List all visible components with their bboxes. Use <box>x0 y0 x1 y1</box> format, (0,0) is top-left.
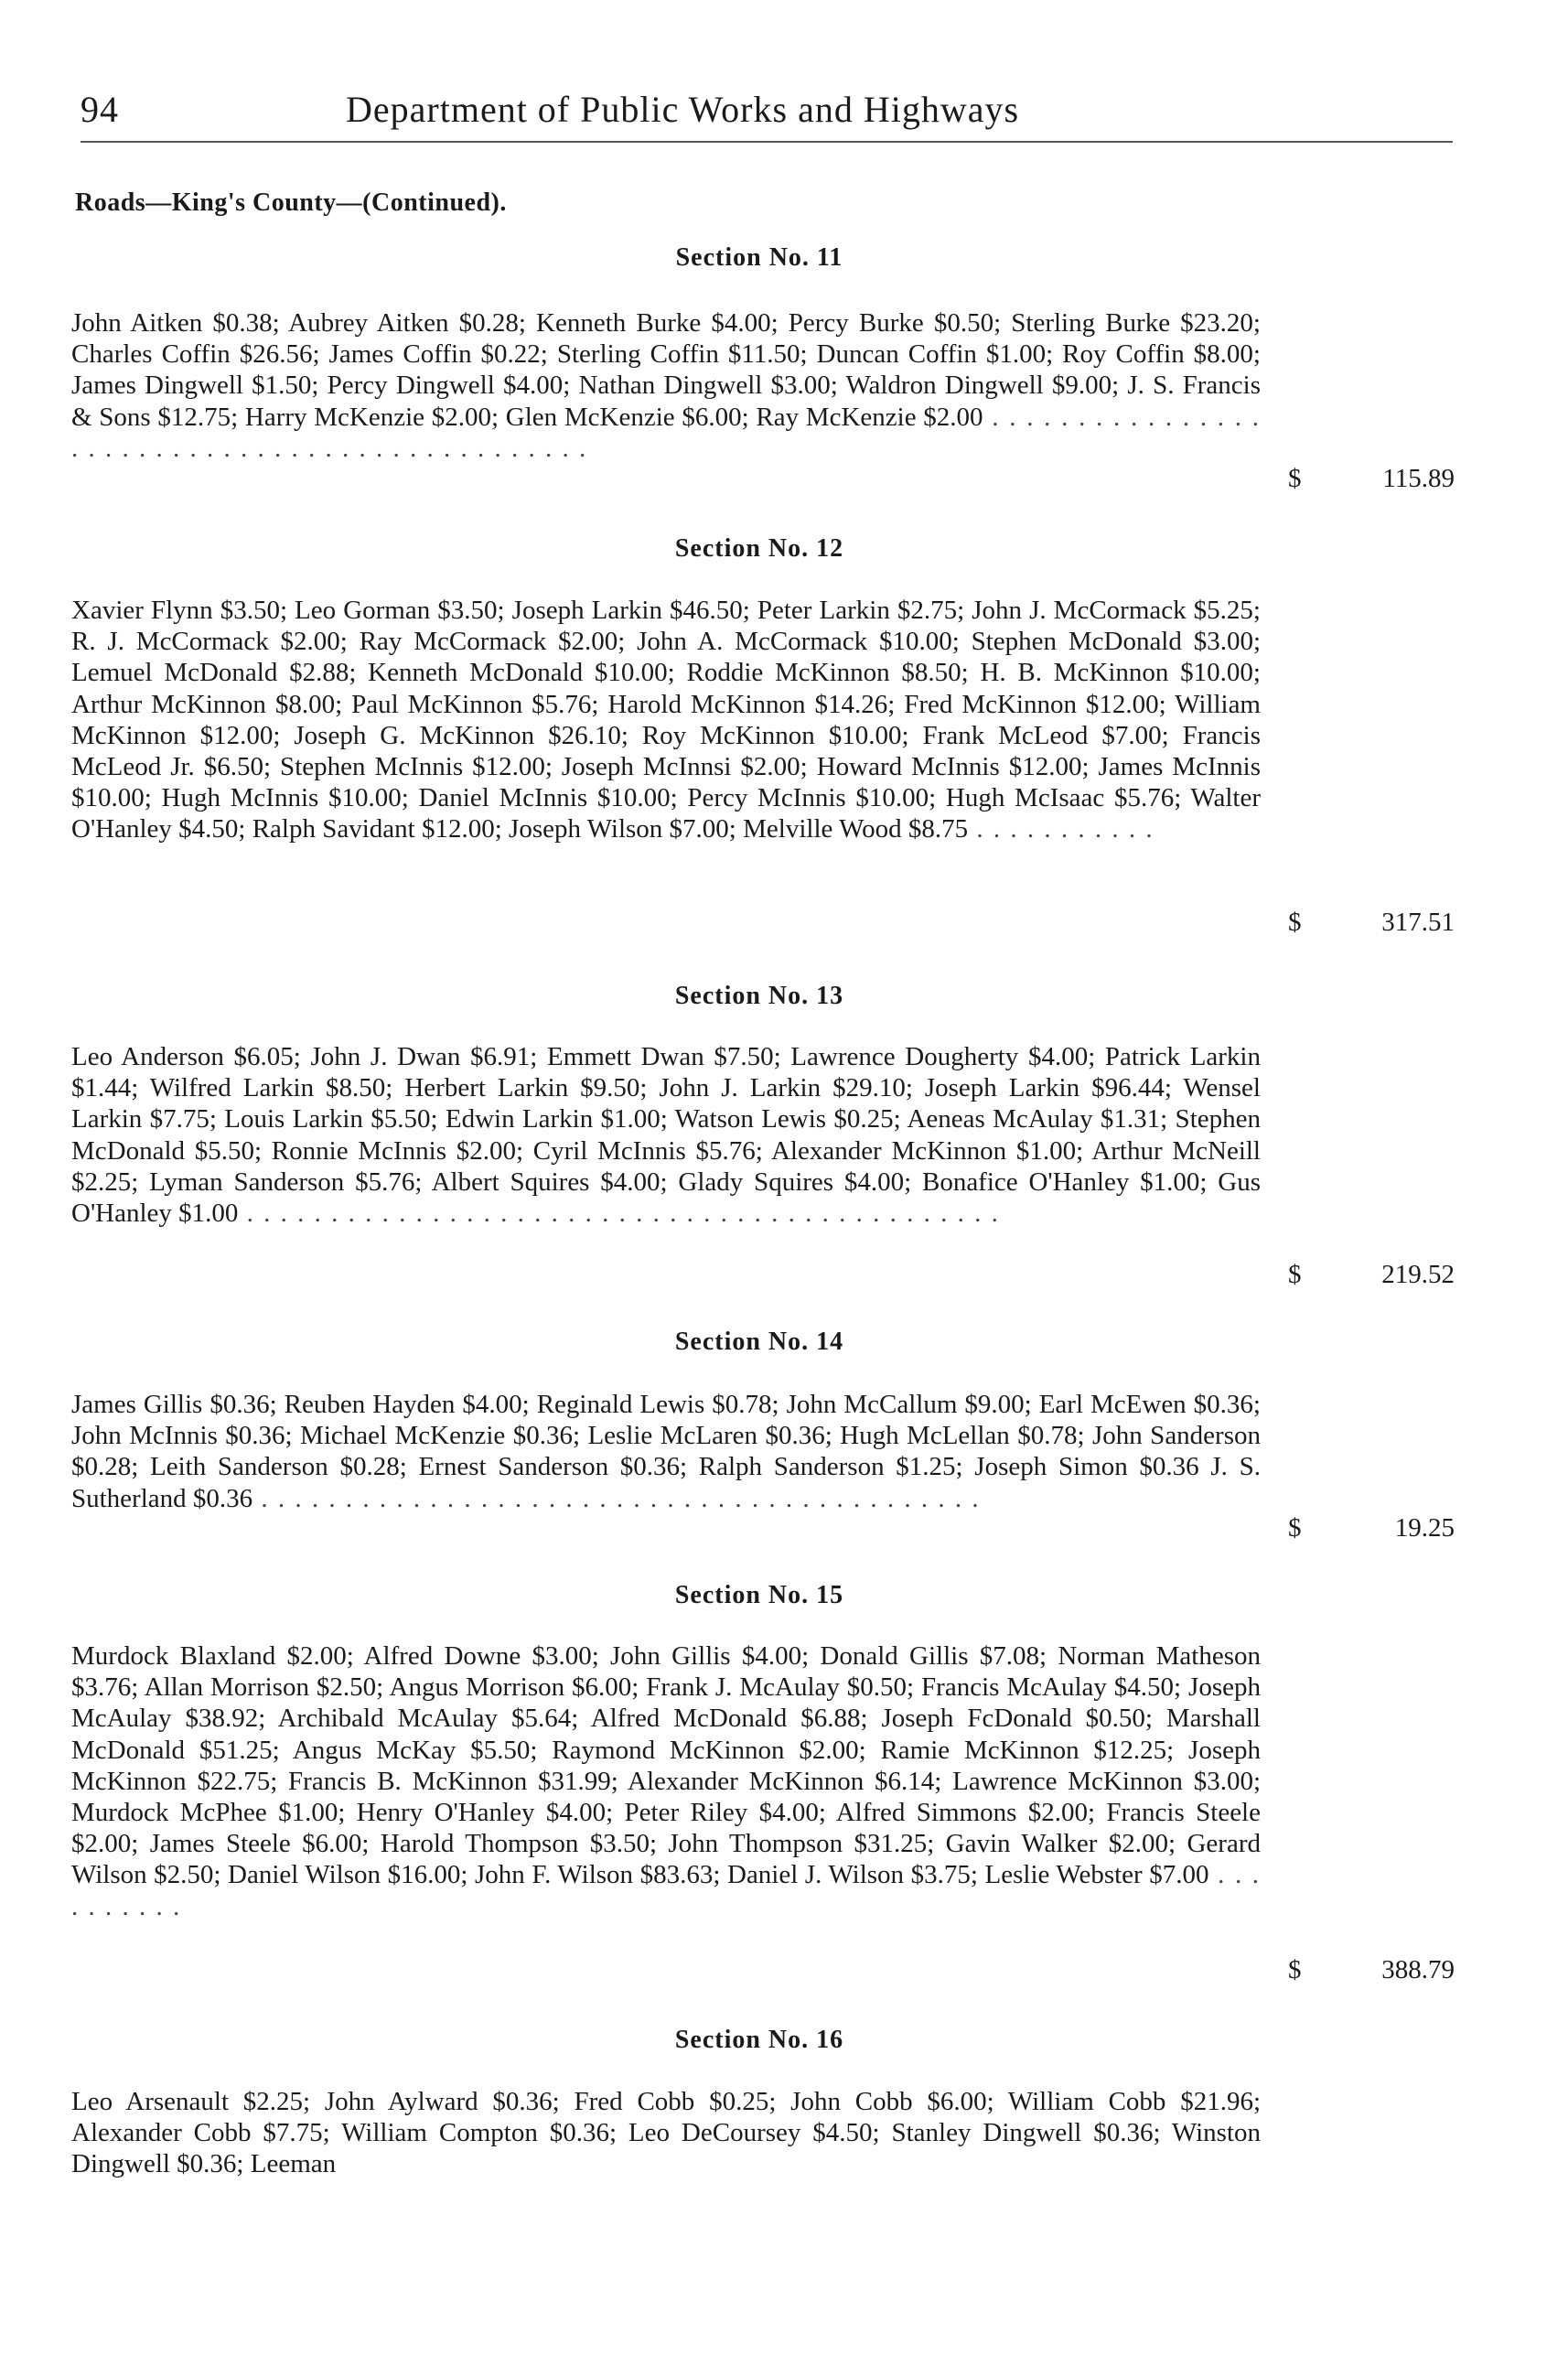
section-body <box>71 1640 1261 1922</box>
dot-leader: . . . . . . . . . . . . . . . . . . . . . . . . . . . . . . . . . . . . . . . . . . . . . . . <box>71 402 1261 463</box>
section-text: John Aitken $0.38; Aubrey Aitken $0.28; Kenneth Burke $4.00; Percy Burke $0.50; Sterling Burke $23.20; Charles Coffin $26.56; James Coffin $0.22; Sterling Coffin $11.50; Duncan Coffin $1.00; Roy Coffin $8.00; James Dingwell $1.50; Percy Dingwell $4.00; Nathan Dingwell $3.00; Waldron Dingwell $9.00; J. S. Francis & Sons $12.75; Harry McKenzie $2.00; Glen McKenzie $6.00; Ray McKenzie $2.00 <box>71 308 1261 432</box>
page-header <box>81 88 1453 143</box>
section-body <box>71 1041 1261 1229</box>
section-text: James Gillis $0.36; Reuben Hayden $4.00; Reginald Lewis $0.78; John McCallum $9.00; Earl McEwen $0.36; John McInnis $0.36; Michael McKenzie $0.36; Leslie McLaren $0.36; Hugh McLellan $0.78; John Sanderson $0.28; Leith Sanderson $0.28; Ernest Sanderson $0.36; Ralph Sanderson $1.25; Joseph Simon $0.36 J. S. Sutherland $0.36 <box>71 1390 1261 1513</box>
section-text: Xavier Flynn $3.50; Leo Gorman $3.50; Joseph Larkin $46.50; Peter Larkin $2.75; John J. McCormack $5.25; R. J. McCormack $2.00; Ray McCormack $2.00; John A. McCormack $10.00; Stephen McDonald $3.00; Lemuel McDonald $2.88; Kenneth McDonald $10.00; Roddie McKinnon $8.50; H. B. McKinnon $10.00; Arthur McKinnon $8.00; Paul McKinnon $5.76; Harold McKinnon $14.26; Fred McKinnon $12.00; William McKinnon $12.00; Joseph G. McKinnon $26.10; Roy McKinnon $10.00; Frank McLeod $7.00; Francis McLeod Jr. $6.50; Stephen McInnis $12.00; Joseph McInnsi $2.00; Howard McInnis $12.00; James McInnis $10.00; Hugh McInnis $10.00; Daniel McInnis $10.00; Percy McInnis $10.00; Hugh McIsaac $5.76; Walter O'Hanley $4.50; Ralph Savidant $12.00; Joseph Wilson $7.00; Melville Wood $8.75 <box>71 596 1261 844</box>
dot-leader: . . . . . . . . . . . . . . . . . . . . . . . . . . . . . . . . . . . . . . . . . . . . . <box>238 1199 1000 1229</box>
dot-leader: . . . . . . . . . . <box>71 1860 1262 1921</box>
section-body <box>71 595 1261 845</box>
section-title: Section No. 11 <box>675 243 843 272</box>
section-title: Section No. 15 <box>674 1581 844 1609</box>
total-currency: $ <box>1288 464 1302 493</box>
total-currency: $ <box>1288 908 1302 937</box>
section-title: Section No. 13 <box>674 982 844 1010</box>
section-body <box>71 307 1261 464</box>
total-currency: $ <box>1288 1260 1302 1289</box>
section-total: 219.52 <box>1381 1260 1455 1289</box>
section-body <box>71 2086 1261 2180</box>
section-total: 115.89 <box>1382 464 1455 493</box>
section-body <box>71 1389 1261 1514</box>
section-title: Section No. 14 <box>674 1328 844 1356</box>
section-total: 317.51 <box>1381 908 1455 937</box>
dot-leader: . . . . . . . . . . . . . . . . . . . . . . . . . . . . . . . . . . . . . . . . . . . <box>252 1483 981 1513</box>
page-number: 94 <box>81 89 119 130</box>
roads-subheading: Roads—King's County—(Continued). <box>75 188 507 217</box>
section-text: Murdock Blaxland $2.00; Alfred Downe $3.00; John Gillis $4.00; Donald Gillis $7.08; Norman Matheson $3.76; Allan Morrison $2.50; Angus Morrison $6.00; Frank J. McAulay $0.50; Francis McAulay $4.50; Joseph McAulay $38.92; Archibald McAulay $5.64; Alfred McDonald $6.88; Joseph FcDonald $0.50; Marshall McDonald $51.25; Angus McKay $5.50; Raymond McKinnon $2.00; Ramie McKinnon $12.25; Joseph McKinnon $22.75; Francis B. McKinnon $31.99; Alexander McKinnon $6.14; Lawrence McKinnon $3.00; Murdock McPhee $1.00; Henry O'Hanley $4.00; Peter Riley $4.00; Alfred Simmons $2.00; Francis Steele $2.00; James Steele $6.00; Harold Thompson $3.50; John Thompson $31.25; Gavin Walker $2.00; Gerard Wilson $2.50; Daniel Wilson $16.00; John F. Wilson $83.63; Daniel J. Wilson $3.75; Leslie Webster $7.00 <box>71 1641 1261 1890</box>
dot-leader: . . . . . . . . . . . <box>968 814 1155 844</box>
section-title: Section No. 16 <box>674 2026 844 2054</box>
total-currency: $ <box>1288 1513 1302 1543</box>
total-currency: $ <box>1288 1955 1302 1984</box>
running-title: Department of Public Works and Highways <box>346 89 1020 130</box>
section-text: Leo Anderson $6.05; John J. Dwan $6.91; Emmett Dwan $7.50; Lawrence Dougherty $4.00; Patrick Larkin $1.44; Wilfred Larkin $8.50; Herbert Larkin $9.50; John J. Larkin $29.10; Joseph Larkin $96.44; Wensel Larkin $7.75; Louis Larkin $5.50; Edwin Larkin $1.00; Watson Lewis $0.25; Aeneas McAulay $1.31; Stephen McDonald $5.50; Ronnie McInnis $2.00; Cyril McInnis $5.76; Alexander McKinnon $1.00; Arthur McNeill $2.25; Lyman Sanderson $5.76; Albert Squires $4.00; Glady Squires $4.00; Bonafice O'Hanley $1.00; Gus O'Hanley $1.00 <box>71 1042 1261 1229</box>
section-title: Section No. 12 <box>674 534 844 563</box>
section-total: 388.79 <box>1381 1955 1455 1984</box>
section-text: Leo Arsenault $2.25; John Aylward $0.36; Fred Cobb $0.25; John Cobb $6.00; William Cobb $21.96; Alexander Cobb $7.75; William Compton $0.36; Leo DeCoursey $4.50; Stanley Dingwell $0.36; Winston Dingwell $0.36; Leeman <box>71 2087 1261 2179</box>
section-total: 19.25 <box>1394 1513 1455 1543</box>
